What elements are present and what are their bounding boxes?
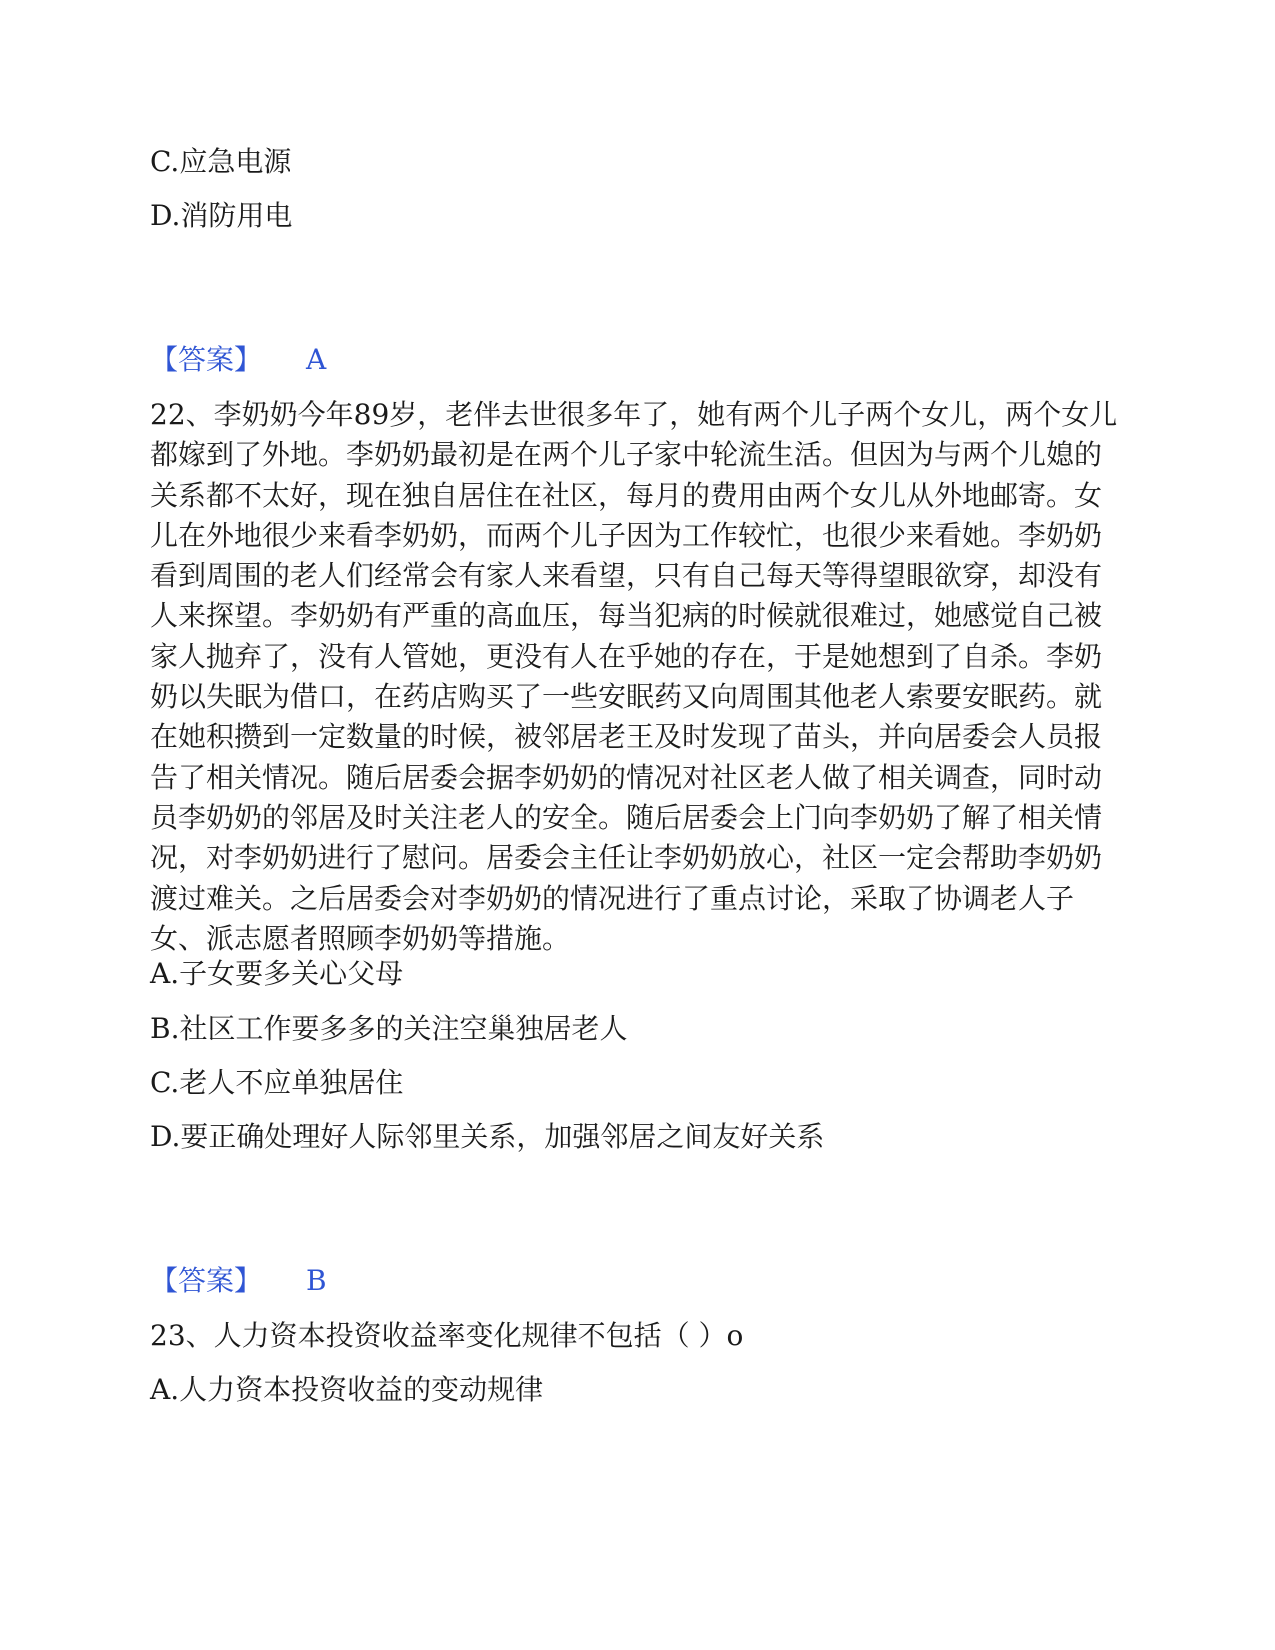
q22-answer bbox=[150, 1261, 327, 1301]
q23-option-a: A.人力资本投资收益的变动规律 bbox=[150, 1373, 544, 1406]
q22-option-b: B.社区工作要多多的关注空巢独居老人 bbox=[150, 1012, 628, 1045]
q22-option-d: D.要正确处理好人际邻里关系，加强邻居之间友好关系 bbox=[150, 1120, 825, 1153]
q21-option-d: D.消防用电 bbox=[150, 199, 293, 232]
q21-option-c: C.应急电源 bbox=[150, 145, 292, 178]
q22-answer-label: 【答案】 bbox=[150, 1264, 263, 1297]
q22-option-a: A.子女要多关心父母 bbox=[150, 957, 404, 990]
q21-answer-label: 【答案】 bbox=[150, 343, 263, 376]
q23-stem: 23、人力资本投资收益率变化规律不包括（ ）o bbox=[150, 1319, 744, 1352]
q22-stem: 22、李奶奶今年89岁，老伴去世很多年了，她有两个儿子两个女儿，两个女儿都嫁到了外地。李奶奶最初是在两个儿子家中轮流生活。但因为与两个儿媳的关系都不太好，现在独自居住在社区，每月的费用由两个女儿从外地邮寄。女儿在外地很少来看李奶奶，而两个儿子因为工作较忙，也很少来看她。李奶奶看到周围的老人们经常会有家人来看望，只有自己每天等得望眼欲穿，却没有人来探望。李奶奶有严重的高血压，每当犯病的时候就很难过，她感觉自己被家人抛弃了，没有人管她，更没有人在乎她的存在，于是她想到了自杀。李奶奶以失眠为借口，在药店购买了一些安眠药又向周围其他老人索要安眠药。就在她积攒到一定数量的时候，被邻居老王及时发现了苗头，并向居委会人员报告了相关情况。随后居委会据李奶奶的情况对社区老人做了相关调查，同时动员李奶奶的邻居及时关注老人的安全。随后居委会上门向李奶奶了解了相关情况，对李奶奶进行了慰问。居委会主任让李奶奶放心，社区一定会帮助李奶奶渡过难关。之后居委会对李奶奶的情况进行了重点讨论，采取了协调老人子女、派志愿者照顾李奶奶等措施。 bbox=[150, 398, 1118, 955]
q22-option-c: C.老人不应单独居住 bbox=[150, 1066, 404, 1099]
q22-answer-value: B bbox=[306, 1264, 327, 1297]
q21-answer-value: A bbox=[306, 343, 327, 376]
q21-answer bbox=[150, 340, 326, 380]
